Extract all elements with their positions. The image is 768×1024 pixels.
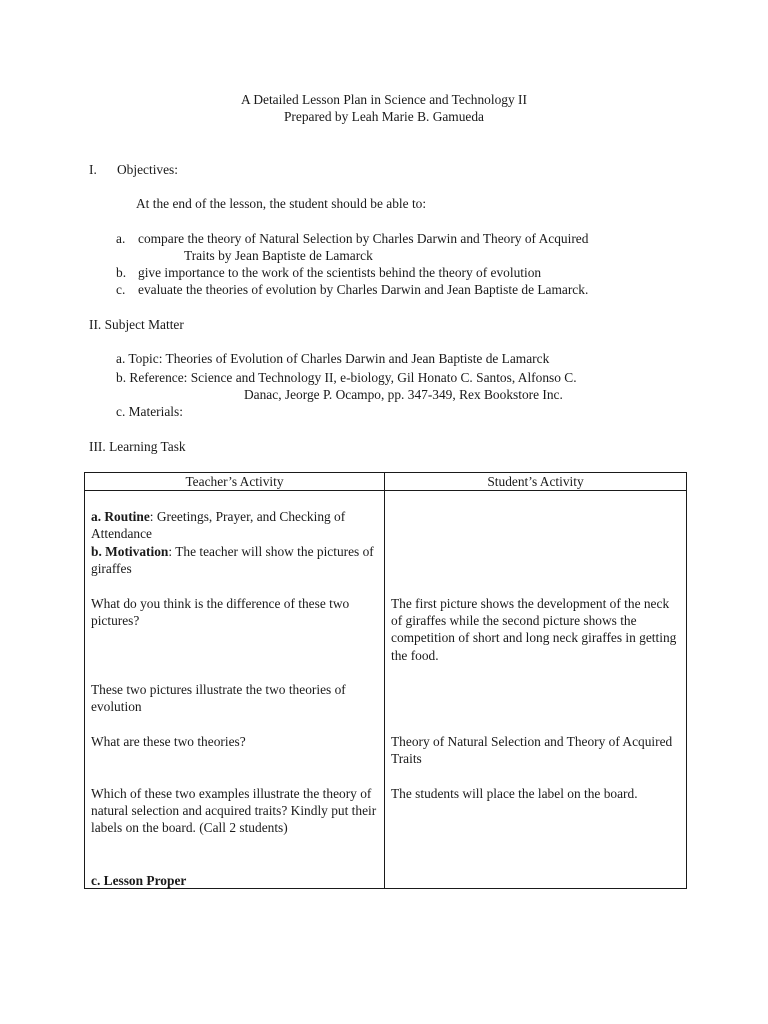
routine-paragraph [91,508,381,542]
table-row [85,491,687,889]
materials-line: c. Materials: [116,404,183,419]
student-answer-1: The first picture shows the development of the neck of giraffes while the second picture shows the competition of short and long neck giraffes in getting the food. [391,596,677,663]
objective-c: evaluate the theories of evolution by Charles Darwin and Jean Baptiste de Lamarck. [138,282,589,297]
objective-marker-c: c. [116,282,126,297]
student-answer-3: The students will place the label on the board. [391,786,638,801]
student-activity-header: Student’s Activity [385,473,687,491]
objective-a-line2: Traits by Jean Baptiste de Lamarck [184,248,373,263]
objective-marker-a: a. [116,231,126,246]
student-answer-2: Theory of Natural Selection and Theory of Acquired Traits [391,734,673,767]
objective-marker-b: b. [116,265,127,280]
objectives-intro: At the end of the lesson, the student should be able to: [136,196,427,211]
teacher-question-3: Which of these two examples illustrate the theory of natural selection and acquired traits? Kindly put their labels on the board. (Call 2 students) [91,786,377,836]
activity-table [84,472,687,889]
reference-line1: b. Reference: Science and Technology II, e-biology, Gil Honato C. Santos, Alfonso C. [116,370,577,385]
routine-label: a. Routine [91,509,150,524]
topic-line: a. Topic: Theories of Evolution of Charles Darwin and Jean Baptiste de Lamarck [116,351,550,366]
objectives-heading: Objectives: [117,162,178,177]
objective-b: give importance to the work of the scientists behind the theory of evolution [138,265,542,280]
section-numeral-objectives: I. [89,162,97,177]
learning-task-heading: III. Learning Task [89,439,186,454]
teacher-question-1: What do you think is the difference of these two pictures? [91,596,350,629]
motivation-paragraph [91,543,381,577]
routine-text: : Greetings, Prayer, and Checking of Attendance [91,509,346,542]
teacher-question-2: What are these two theories? [91,734,246,749]
table-header-row [85,473,687,491]
document-title: A Detailed Lesson Plan in Science and Technology II [241,92,527,107]
teacher-activity-cell [85,491,385,889]
student-activity-cell [385,491,687,889]
motivation-label: b. Motivation [91,544,169,559]
teacher-statement-1: These two pictures illustrate the two theories of evolution [91,682,346,715]
motivation-text: : The teacher will show the pictures of giraffes [91,544,374,577]
reference-line2: Danac, Jeorge P. Ocampo, pp. 347-349, Rex Bookstore Inc. [244,387,563,402]
objective-a-line1: compare the theory of Natural Selection by Charles Darwin and Theory of Acquired [138,231,589,246]
lesson-proper-label: c. Lesson Proper [91,873,187,888]
subject-matter-heading: II. Subject Matter [89,317,184,332]
author-line: Prepared by Leah Marie B. Gamueda [283,109,485,124]
teacher-activity-header: Teacher’s Activity [85,473,385,491]
